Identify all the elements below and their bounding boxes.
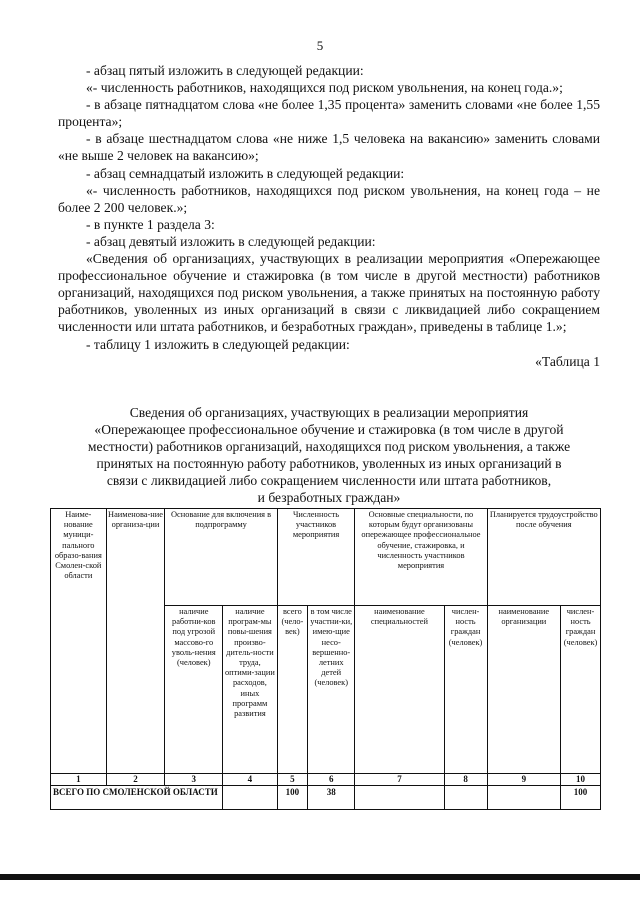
- table-title-line: связи с ликвидацией либо сокращением численности или штата работников,: [106, 473, 552, 489]
- paragraph: «- численность работников, находящихся под риском увольнения, на конец года – не более 2 200 человек.»;: [58, 182, 600, 215]
- column-number: 2: [106, 774, 165, 786]
- subheader-total: всего (чело-век): [277, 606, 307, 774]
- header-participant-count: Численность участников мероприятия: [277, 509, 355, 606]
- subheader-with-children: в том числе участни-ки, имею-щие несо-вершенно-летних детей (человек): [308, 606, 355, 774]
- total-cell-empty: [444, 786, 487, 810]
- subheader-programs: наличие програм-мы повы-шения произво-дитель-ности труда, оптими-зации расходов, иных программ развития: [223, 606, 278, 774]
- column-number: 5: [277, 774, 307, 786]
- column-number-row: [51, 774, 601, 786]
- paragraph: - таблицу 1 изложить в следующей редакции:: [86, 336, 350, 352]
- column-number: 10: [561, 774, 601, 786]
- paragraph: - абзац семнадцатый изложить в следующей редакции:: [86, 165, 405, 181]
- header-basis: Основание для включения в подпрограмму: [165, 509, 277, 606]
- amendment-text: [58, 62, 600, 370]
- paragraph: - абзац девятый изложить в следующей редакции:: [86, 233, 376, 249]
- subheader-threat: наличие работни-ков под угрозой массово-го уволь-нения (человек): [165, 606, 223, 774]
- table-title-line: местности) работников организаций, находящихся под риском увольнения, а также: [87, 439, 571, 455]
- page-number: 5: [316, 38, 324, 53]
- paragraph: - в абзаце шестнадцатом слова «не ниже 1,5 человека на вакансию» заменить словами «не выше 2 человек на вакансию»;: [58, 131, 600, 164]
- column-number: 1: [51, 774, 107, 786]
- table-label: «Таблица 1: [535, 353, 600, 369]
- paragraph: - абзац пятый изложить в следующей редакции:: [86, 63, 364, 78]
- column-number: 8: [444, 774, 487, 786]
- total-with-children: 38: [308, 786, 355, 810]
- total-cell-empty: [487, 786, 560, 810]
- header-municipality: Наиме-нование муници-пального образо-вания Смолен-ской области: [51, 509, 107, 774]
- header-specialties: Основные специальности, по которым будут организованы опережающее профессиональное обучение, стажировка, и численность участников мероприятия: [355, 509, 487, 606]
- column-number: 7: [355, 774, 444, 786]
- header-employment: Планируется трудоустройство после обучения: [487, 509, 600, 606]
- total-cell-empty: [223, 786, 278, 810]
- subheader-specialty-name: наименование специальностей: [355, 606, 444, 774]
- total-employed: 100: [561, 786, 601, 810]
- table-title-line: и безработных граждан»: [257, 490, 401, 506]
- total-participants: 100: [277, 786, 307, 810]
- table-title-line: «Опережающее профессиональное обучение и стажировка (в том числе в другой: [94, 422, 564, 438]
- column-number: 9: [487, 774, 560, 786]
- table-title: [58, 404, 600, 507]
- column-number: 4: [223, 774, 278, 786]
- total-cell-empty: [355, 786, 444, 810]
- subheader-employer-name: наименование организации: [487, 606, 560, 774]
- column-number: 3: [165, 774, 223, 786]
- total-row: [51, 786, 601, 810]
- table-header-row: [51, 509, 601, 606]
- subheader-employed-count: числен-ность граждан (человек): [561, 606, 601, 774]
- paragraph: - в абзаце пятнадцатом слова «не более 1,35 процента» заменить словами «не более 1,55 процента»;: [58, 97, 600, 130]
- subheader-specialty-count: числен-ность граждан (человек): [444, 606, 487, 774]
- organizations-table: [50, 508, 601, 810]
- footer-rule: [0, 874, 640, 880]
- total-label: ВСЕГО ПО СМОЛЕНСКОЙ ОБЛАСТИ: [51, 786, 223, 810]
- column-number: 6: [308, 774, 355, 786]
- table-title-line: Сведения об организациях, участвующих в реализации мероприятия: [129, 405, 529, 420]
- table-title-line: принятых на постоянную работу работников, уволенных из иных организаций в: [96, 456, 562, 472]
- paragraph: «Сведения об организациях, участвующих в реализации мероприятия «Опережающее профессиональное обучение и стажировка (в том числе в другой местности) работников организаций, находящихся под риском увольнения, а также принятых на постоянную работу работников, уволенных из иных организаций в связи с ликвидацией либо сокращением численности или штата работников, и безработных граждан», приведены в таблице 1.»;: [58, 251, 600, 335]
- paragraph: - в пункте 1 раздела 3:: [86, 216, 215, 232]
- paragraph: «- численность работников, находящихся под риском увольнения, на конец года.»;: [86, 80, 563, 96]
- header-organization: Наименова-ние организа-ции: [106, 509, 165, 774]
